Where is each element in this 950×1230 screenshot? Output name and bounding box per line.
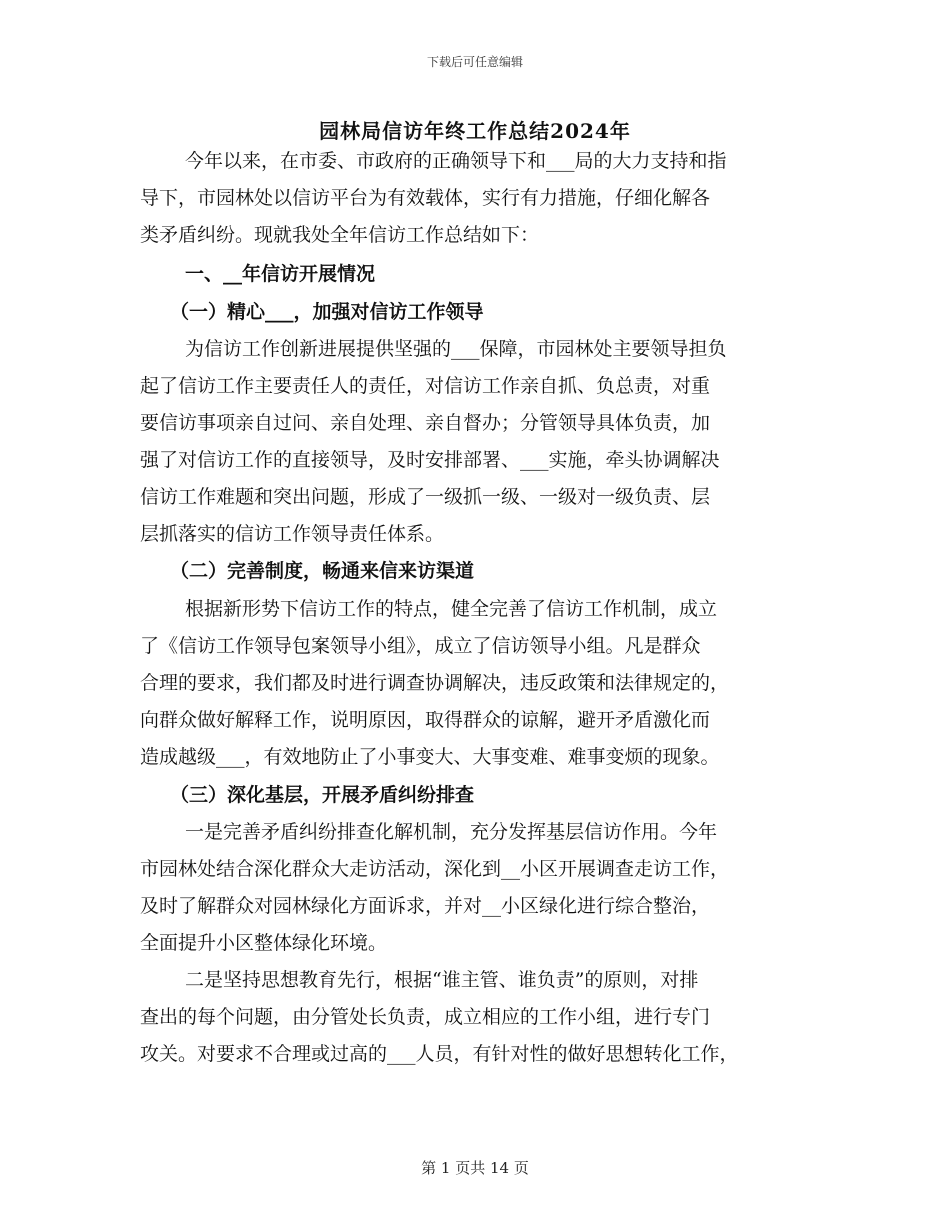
page-header-note: 下载后可任意编辑 xyxy=(426,55,523,69)
section-heading: 一、__年信访开展情况 xyxy=(185,263,376,285)
subsection-heading: （三）深化基层，开展矛盾纠纷排查 xyxy=(170,784,475,806)
subsection-heading: （一）精心___，加强对信访工作领导 xyxy=(170,301,484,323)
paragraph-line: 向群众做好解释工作，说明原因，取得群众的谅解，避开矛盾激化而 xyxy=(140,709,711,731)
document-title: 园林局信访年终工作总结2024年 xyxy=(319,119,631,143)
paragraph-line: 攻关。对要求不合理或过高的___人员，有针对性的做好思想转化工作， xyxy=(140,1043,739,1065)
paragraph-line: 为信访工作创新进展提供坚强的___保障，市园林处主要领导担负 xyxy=(185,338,727,360)
paragraph-line: 及时了解群众对园林绿化方面诉求，并对__小区绿化进行综合整治， xyxy=(140,895,711,917)
paragraph-line: 全面提升小区整体绿化环境。 xyxy=(140,932,388,954)
paragraph-line: 二是坚持思想教育先行，根据“谁主管、谁负责”的原则，对排 xyxy=(185,969,699,991)
subsection-heading: （二）完善制度，畅通来信来访渠道 xyxy=(170,560,475,582)
paragraph-line: 一是完善矛盾纠纷排查化解机制，充分发挥基层信访作用。今年 xyxy=(185,821,718,843)
paragraph-line: 了《信访工作领导包案领导小组》，成立了信访领导小组。凡是群众 xyxy=(140,635,701,657)
paragraph-line: 类矛盾纠纷。现就我处全年信访工作总结如下： xyxy=(140,224,540,246)
paragraph-line: 查出的每个问题，由分管处长负责，成立相应的工作小组，进行专门 xyxy=(140,1006,711,1028)
paragraph-line: 强了对信访工作的直接领导，及时安排部署、___实施，牵头协调解决 xyxy=(140,449,720,471)
paragraph-line: 根据新形势下信访工作的特点，健全完善了信访工作机制，成立 xyxy=(185,598,718,620)
paragraph-line: 起了信访工作主要责任人的责任，对信访工作亲自抓、负总责，对重 xyxy=(140,375,711,397)
paragraph-line: 造成越级___，有效地防止了小事变大、大事变难、难事变烦的现象。 xyxy=(140,746,720,768)
paragraph-line: 层抓落实的信访工作领导责任体系。 xyxy=(140,523,445,545)
paragraph-line: 合理的要求，我们都及时进行调查协调解决，违反政策和法律规定的， xyxy=(140,672,730,694)
paragraph-line: 导下，市园林处以信访平台为有效载体，实行有力措施，仔细化解各 xyxy=(140,187,711,209)
paragraph-line: 今年以来，在市委、市政府的正确领导下和___局的大力支持和指 xyxy=(185,150,727,172)
paragraph-line: 市园林处结合深化群众大走访活动，深化到__小区开展调查走访工作， xyxy=(140,858,730,880)
page-number-footer: 第 1 页共 14 页 xyxy=(421,1159,529,1177)
paragraph-line: 信访工作难题和突出问题，形成了一级抓一级、一级对一级负责、层 xyxy=(140,486,711,508)
paragraph-line: 要信访事项亲自过问、亲自处理、亲自督办；分管领导具体负责，加 xyxy=(140,412,711,434)
